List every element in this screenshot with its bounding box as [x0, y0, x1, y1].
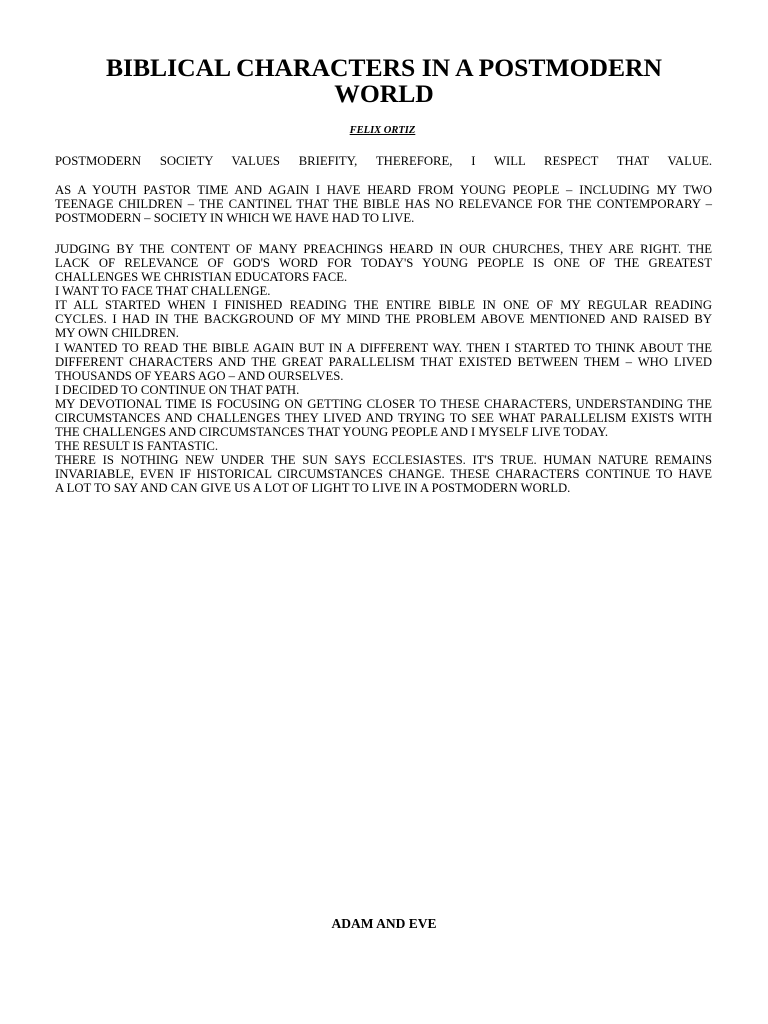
text-line: LACK OF RELEVANCE OF GOD'S WORD FOR TODAY'S YOUNG PEOPLE IS ONE OF THE GREATEST — [55, 255, 712, 270]
text-line: DIFFERENT CHARACTERS AND THE GREAT PARALLELISM THAT EXISTED BETWEEN THEM – WHO LIVED — [55, 354, 712, 369]
paragraph — [55, 341, 712, 383]
body-text — [55, 154, 712, 496]
text-line: CIRCUMSTANCES AND CHALLENGES THEY LIVED AND TRYING TO SEE WHAT PARALLELISM EXISTS WITH — [55, 410, 712, 425]
text-line: AS A YOUTH PASTOR TIME AND AGAIN I HAVE HEARD FROM YOUNG PEOPLE – INCLUDING MY TWO — [55, 182, 712, 197]
text-line: JUDGING BY THE CONTENT OF MANY PREACHINGS HEARD IN OUR CHURCHES, THEY ARE RIGHT. THE — [55, 241, 712, 256]
paragraph — [55, 383, 712, 397]
text-line: THE CHALLENGES AND CIRCUMSTANCES THAT YOUNG PEOPLE AND I MYSELF LIVE TODAY. — [55, 425, 609, 440]
paragraph — [55, 284, 712, 298]
paragraph — [55, 154, 712, 168]
paragraph — [55, 397, 712, 439]
text-line: IT ALL STARTED WHEN I FINISHED READING THE ENTIRE BIBLE IN ONE OF MY REGULAR READING — [55, 298, 712, 313]
text-line: I WANTED TO READ THE BIBLE AGAIN BUT IN A DIFFERENT WAY. THEN I STARTED TO THINK ABOUT THE — [55, 340, 712, 355]
document-title: BIBLICAL CHARACTERS IN A POSTMODERN WORLD — [105, 53, 663, 108]
text-line: POSTMODERN SOCIETY VALUES BRIEFITY, THEREFORE, I WILL RESPECT THAT VALUE. — [55, 154, 712, 168]
text-line: A LOT TO SAY AND CAN GIVE US A LOT OF LIGHT TO LIVE IN A POSTMODERN WORLD. — [55, 481, 571, 496]
text-line: THOUSANDS OF YEARS AGO – AND OURSELVES. — [55, 368, 344, 383]
text-line: MY OWN CHILDREN. — [55, 326, 179, 341]
byline — [0, 125, 768, 137]
text-line: I WANT TO FACE THAT CHALLENGE. — [55, 284, 271, 299]
author-name: FELIX ORTIZ — [349, 125, 416, 136]
paragraph — [55, 439, 712, 453]
text-line: THERE IS NOTHING NEW UNDER THE SUN SAYS ECCLESIASTES. IT'S TRUE. HUMAN NATURE REMAINS — [55, 453, 712, 468]
paragraph — [55, 242, 712, 284]
text-line: INVARIABLE, EVEN IF HISTORICAL CIRCUMSTANCES CHANGE. THESE CHARACTERS CONTINUE TO HAVE — [55, 467, 712, 482]
text-line: THE RESULT IS FANTASTIC. — [55, 439, 218, 454]
text-line: POSTMODERN – SOCIETY IN WHICH WE HAVE HAD TO LIVE. — [55, 211, 415, 226]
text-line: CHALLENGES WE CHRISTIAN EDUCATORS FACE. — [55, 270, 348, 285]
section-heading: ADAM AND EVE — [331, 916, 437, 931]
paragraph — [55, 298, 712, 340]
text-line: MY DEVOTIONAL TIME IS FOCUSING ON GETTING CLOSER TO THESE CHARACTERS, UNDERSTANDING THE — [55, 396, 712, 411]
paragraph — [55, 453, 712, 495]
text-line: I DECIDED TO CONTINUE ON THAT PATH. — [55, 382, 300, 397]
text-line: CYCLES. I HAD IN THE BACKGROUND OF MY MIND THE PROBLEM ABOVE MENTIONED AND RAISED BY — [55, 312, 712, 327]
text-line: TEENAGE CHILDREN – THE CANTINEL THAT THE BIBLE HAS NO RELEVANCE FOR THE CONTEMPORARY – — [55, 196, 712, 211]
paragraph — [55, 183, 712, 225]
